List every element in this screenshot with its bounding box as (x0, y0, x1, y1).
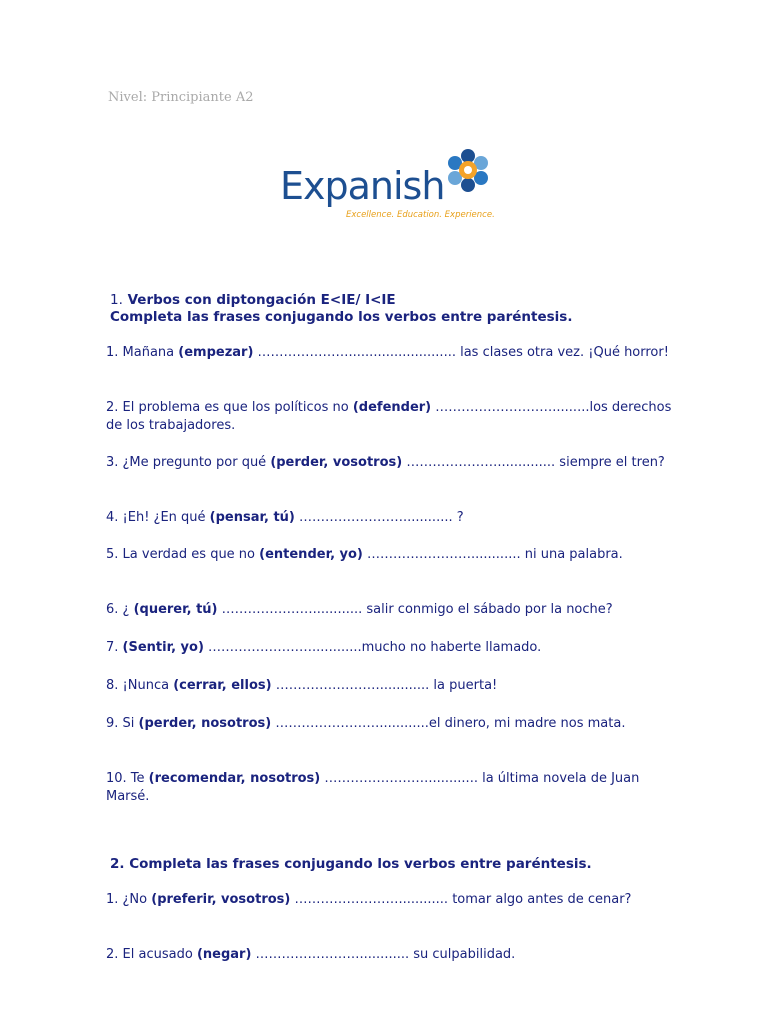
expanish-logo (280, 146, 495, 226)
level-label: Nivel: Principiante A2 (108, 90, 254, 105)
section2-heading: 2. Completa las frases conjugando los verbos entre paréntesis. (110, 856, 592, 872)
exercise-item: 6. ¿ (querer, tú) …………………............ salir conmigo el sábado por la noche? (106, 602, 613, 617)
flower-icon (446, 148, 490, 192)
logo-tagline: Excellence. Education. Experience. (346, 210, 495, 220)
section1-number: 1. (110, 292, 123, 308)
exercise-item: 2. El acusado (negar) ……………………............ su culpabilidad. (106, 947, 516, 962)
exercise-item: 2. El problema es que los políticos no (defender) ……………………….........los derechos de los trabajadores. (106, 400, 672, 433)
exercise-item: 9. Si (perder, nosotros) ……………………............el dinero, mi madre nos mata. (106, 716, 626, 731)
logo-wordmark: Expanish (280, 164, 445, 208)
exercise-item: 10. Te (recomendar, nosotros) ……………………............ la última novela de Juan Marsé. (106, 771, 640, 804)
exercise-item: 5. La verdad es que no (entender, yo) ……………………............ ni una palabra. (106, 547, 623, 562)
exercise-item: 7. (Sentir, yo) ……………………............mucho no haberte llamado. (106, 640, 542, 655)
exercise-item: 3. ¿Me pregunto por qué (perder, vosotros) ………………….............. siempre el tren? (106, 455, 665, 470)
exercise-item: 8. ¡Nunca (cerrar, ellos) ……………………............ la puerta! (106, 678, 498, 693)
exercise-item: 1. ¿No (preferir, vosotros) ……………………............ tomar algo antes de cenar? (106, 892, 632, 907)
section1-title: Verbos con diptongación E<IE/ I<IE (127, 292, 396, 308)
exercise-item: 4. ¡Eh! ¿En qué (pensar, tú) ……………………............ ? (106, 510, 464, 525)
section1-heading (110, 292, 396, 308)
section1-instruction: Completa las frases conjugando los verbos entre paréntesis. (110, 309, 573, 325)
exercise-item: 1. Mañana (empezar) ………………….......................... las clases otra vez. ¡Qué horror! (106, 345, 669, 360)
